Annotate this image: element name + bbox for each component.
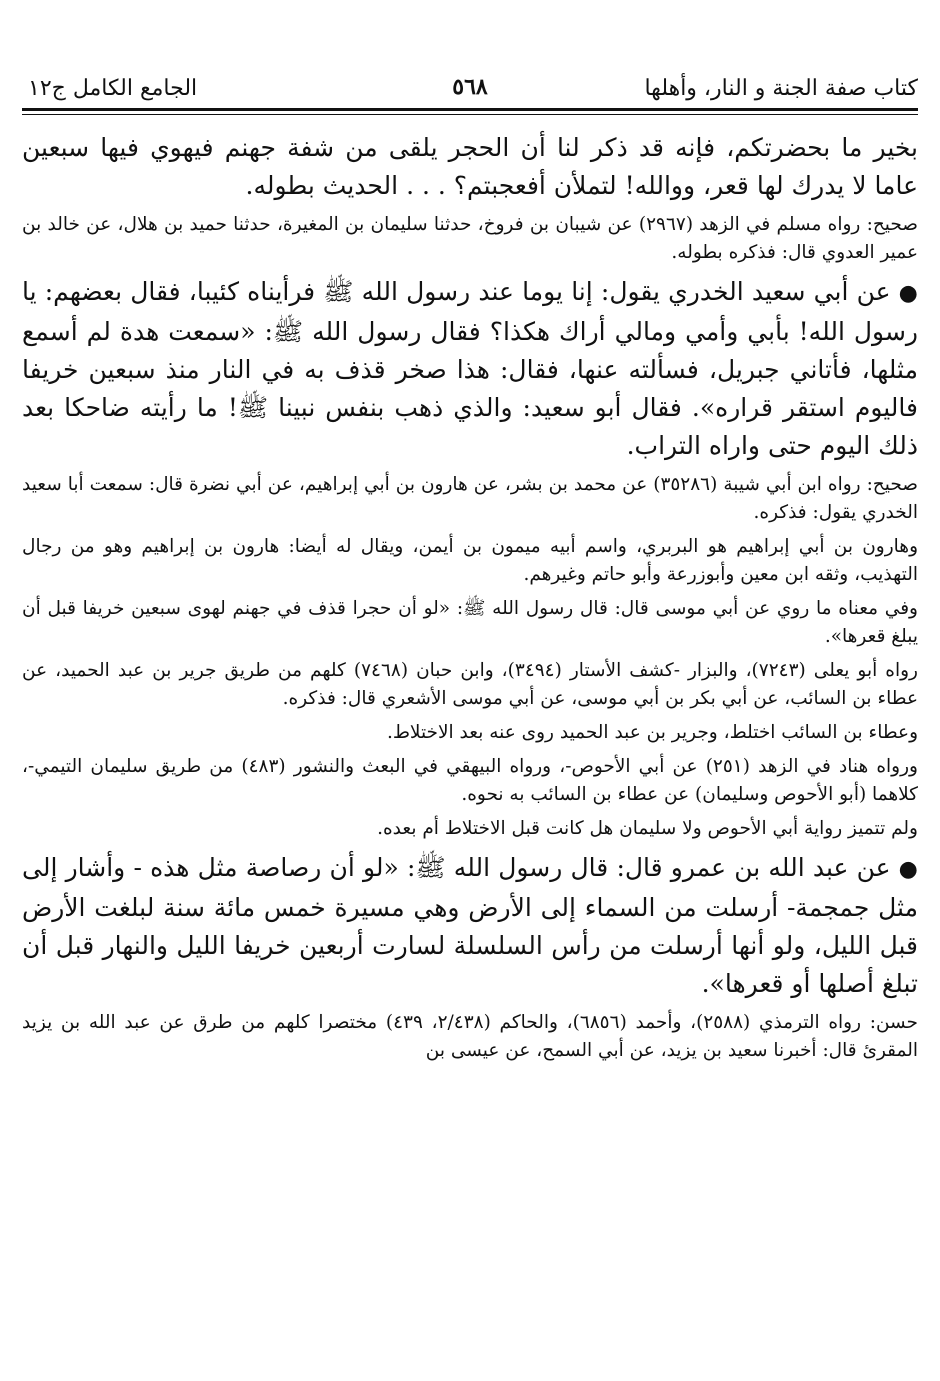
commentary-paragraph (22, 753, 918, 809)
hadith-paragraph (22, 849, 918, 1003)
commentary-paragraph (22, 657, 918, 713)
commentary-paragraph (22, 595, 918, 651)
page-body (22, 129, 918, 1065)
paragraph-text: وهارون بن أبي إبراهيم هو البربري، واسم أبيه ميمون بن أيمن، ويقال له أيضا: هارون بن إبراهيم وهو من رجال التهذيب، وثقه ابن معين وأبوزرعة وأبو حاتم وغيرهم. (22, 536, 918, 585)
paragraph-text: عن أبي سعيد الخدري يقول: إنا يوما عند رسول الله ﷺ فرأيناه كئيبا، فقال بعضهم: يا رسول الله! بأبي وأمي ومالي أراك هكذا؟ فقال رسول الله ﷺ: «سمعت هدة لم أسمع مثلها، فأتاني جبريل، فسألته عنها، فقال: هذا صخر قذف به في النار منذ سبعين خريفا فاليوم استقر قراره». فقال أبو سعيد: والذي ذهب بنفس نبينا ﷺ! ما رأيته ضاحكا بعد ذلك اليوم حتى واراه التراب. (22, 277, 918, 460)
paragraph-text: حسن: رواه الترمذي (٢٥٨٨)، وأحمد (٦٨٥٦)، والحاكم (٢/٤٣٨، ٤٣٩) مختصرا كلهم من طرق عن عبد الله بن يزيد المقرئ قال: أخبرنا سعيد بن يزيد، عن أبي السمح، عن عيسى بن (22, 1012, 918, 1061)
commentary-paragraph (22, 471, 918, 527)
paragraph-text: صحيح: رواه مسلم في الزهد (٢٩٦٧) عن شيبان بن فروخ، حدثنا سليمان بن المغيرة، حدثنا حميد بن هلال، عن خالد بن عمير العدوي قال: فذكره بطوله. (22, 214, 918, 263)
paragraph-text: عن عبد الله بن عمرو قال: قال رسول الله ﷺ: «لو أن رصاصة مثل هذه - وأشار إلى مثل جمجمة- أرسلت من السماء إلى الأرض وهي مسيرة خمس مائة سنة لبلغت الأرض قبل الليل، ولو أنها أرسلت من رأس السلسلة لسارت أربعين خريفا الليل والنهار قبل أن تبلغ أصلها أو قعرها». (22, 853, 918, 998)
hadith-paragraph (22, 129, 918, 205)
commentary-paragraph (22, 815, 918, 843)
paragraph-text: وفي معناه ما روي عن أبي موسى قال: قال رسول الله ﷺ: «لو أن حجرا قذف في جهنم لهوى سبعين خريفا قبل أن يبلغ قعرها». (22, 598, 918, 647)
book-title: كتاب صفة الجنة و النار، وأهلها (644, 76, 918, 101)
bullet-icon: ● (898, 857, 919, 882)
commentary-paragraph (22, 211, 918, 267)
paragraph-text: وعطاء بن السائب اختلط، وجرير بن عبد الحميد روى عنه بعد الاختلاط. (386, 722, 918, 743)
book-page (22, 66, 918, 1071)
page-number: ٥٦٨ (452, 74, 488, 100)
commentary-paragraph (22, 1009, 918, 1065)
paragraph-text: رواه أبو يعلى (٧٢٤٣)، والبزار -كشف الأستار (٣٤٩٤)، وابن حبان (٧٤٦٨) كلهم من طريق جرير بن عبد الحميد، عن عطاء بن السائب، عن أبي بكر بن أبي موسى، عن أبي موسى الأشعري قال: فذكره. (22, 660, 918, 709)
bullet-icon: ● (898, 281, 918, 306)
volume-title: الجامع الكامل ج١٢ (28, 76, 198, 101)
paragraph-text: بخير ما بحضرتكم، فإنه قد ذكر لنا أن الحجر يلقى من شفة جهنم فيهوي فيها سبعين عاما لا يدرك لها قعر، ووالله! لتملأن أفعجبتم؟ . . . الحديث بطوله. (22, 133, 918, 200)
header-rule-thin (22, 114, 918, 115)
commentary-paragraph (22, 533, 918, 589)
paragraph-text: ولم تتميز رواية أبي الأحوص ولا سليمان هل كانت قبل الاختلاط أم بعده. (377, 818, 918, 839)
paragraph-text: ورواه هناد في الزهد (٢٥١) عن أبي الأحوص-، ورواه البيهقي في البعث والنشور (٤٨٣) من طريق سليمان التيمي-، كلاهما (أبو الأحوص وسليمان) عن عطاء بن السائب به نحوه. (22, 756, 918, 805)
hadith-paragraph (22, 273, 918, 465)
page-header (22, 66, 918, 106)
header-rule-thick (22, 108, 918, 111)
commentary-paragraph (22, 719, 918, 747)
paragraph-text: صحيح: رواه ابن أبي شيبة (٣٥٢٨٦) عن محمد بن بشر، عن هارون بن أبي إبراهيم، عن أبي نضرة قال: سمعت أبا سعيد الخدري يقول: فذكره. (22, 474, 918, 523)
